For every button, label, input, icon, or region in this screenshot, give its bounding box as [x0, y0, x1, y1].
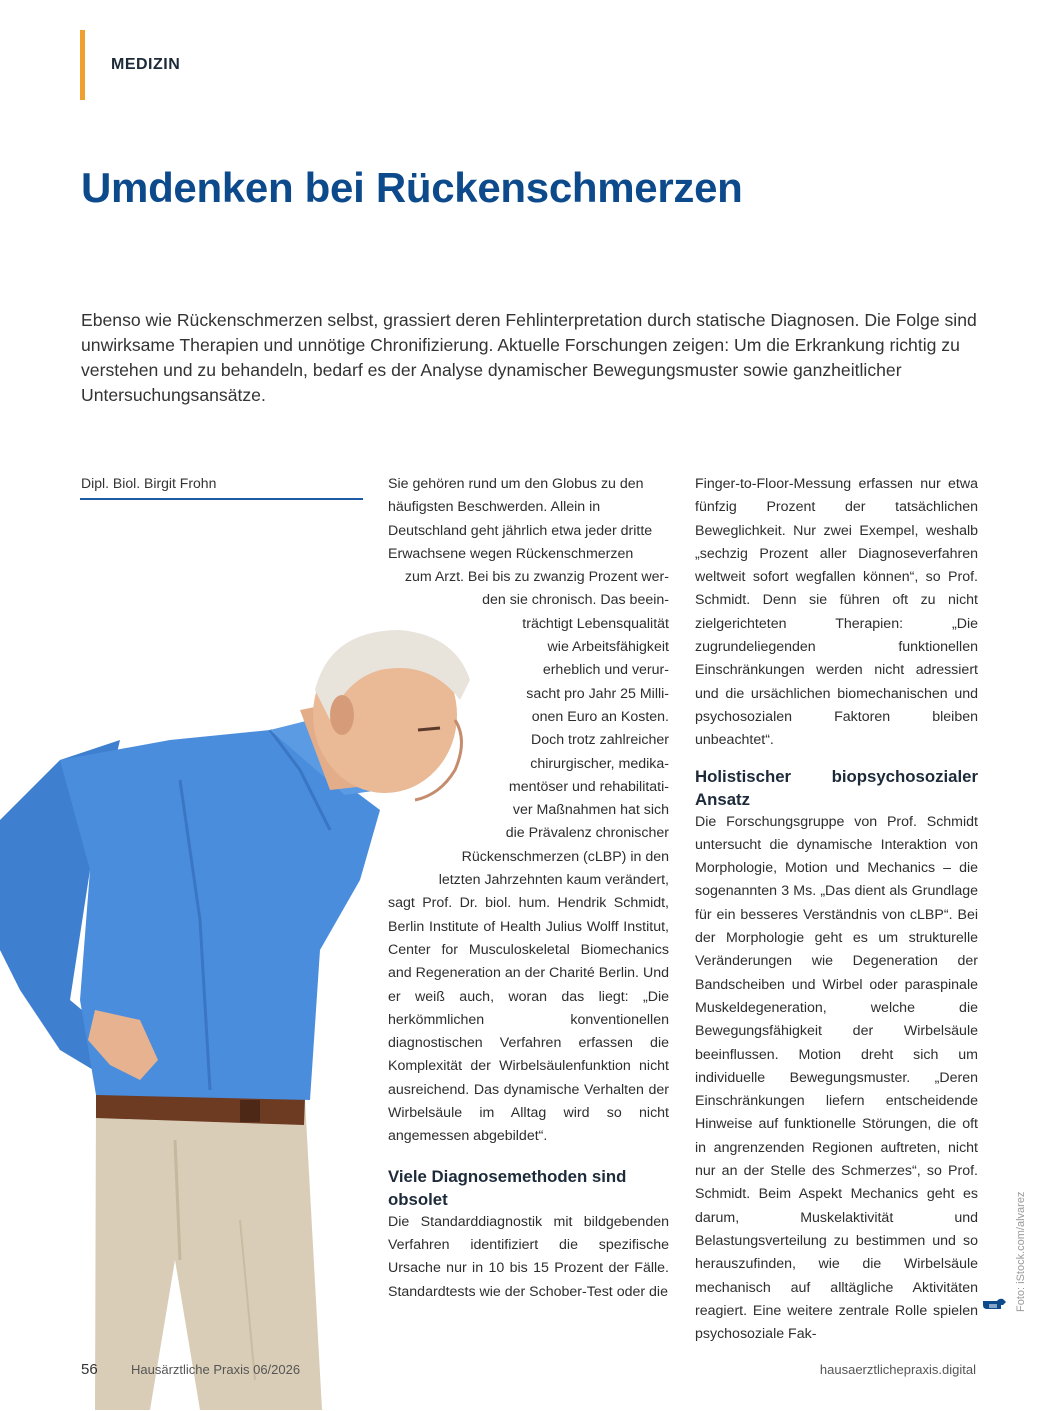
- col2-line: Rückenschmerzen (cLBP) in den: [461, 848, 669, 865]
- col2-line: chirurgischer, medika-: [530, 755, 669, 772]
- subheading-diagnosemethoden: Viele Diagnosemethoden sind obsolet: [388, 1166, 627, 1209]
- col2-line: die Prävalenz chronischer: [505, 825, 669, 842]
- section-label: MEDIZIN: [111, 56, 181, 73]
- page-number: 56: [81, 1361, 98, 1378]
- subheading-holistischer-ansatz: Holistischer biopsychosozialer Ansatz: [695, 766, 978, 809]
- article-column-2: [388, 473, 669, 1304]
- col2-line: Erwachsene wegen Rückenschmerzen: [388, 545, 634, 562]
- col2-line: häufigsten Beschwerden. Allein in: [388, 499, 601, 516]
- col2-line: letzten Jahrzehnten kaum verändert,: [438, 872, 669, 889]
- col2-line: ver Maßnahmen hat sich: [512, 802, 669, 819]
- col2-line: Deutschland geht jährlich etwa jeder dritte: [388, 522, 653, 539]
- col3-paragraph: Finger-to-Floor-Messung erfassen nur etwa fünfzig Prozent der tatsächlichen Beweglichkeit. Nur zwei Exempel, weshalb „sechzig Prozent aller Diagnoseverfahren weltweit sofort wegfallen können“, so Prof. Schmidt. Denn sie führen oft zu nicht zielgerichteten Therapien: „Die zugrundeliegenden funktionellen Einschränkungen werden nicht adressiert und die ursächlichen biomechanischen und psychosozialen Faktoren bleiben unbeachtet“.: [695, 476, 978, 749]
- photo-credit: Foto: iStock.com/alvarez: [1015, 1191, 1027, 1312]
- col2-paragraph: sagt Prof. Dr. biol. hum. Hendrik Schmidt, Berlin Institute of Health Julius Wolff Institut, Center for Musculoskeletal Biomechanics and Regeneration an der Charité Berlin. Und er weiß auch, woran das liegt: „Die herkömmlichen konventionellen diagnostischen Verfahren erfassen die Komplexität der Wirbelsäulenfunktion nicht ausreichend. Das dynamische Verhalten der Wirbelsäule im Alltag wird so nicht angemessen abgebildet“.: [388, 895, 669, 1145]
- col2-line: wie Arbeitsfähigkeit: [547, 639, 669, 656]
- col2-paragraph-2: Die Standarddiagnostik mit bildgebenden Verfahren identifiziert die spezifische Ursache nur in 10 bis 15 Prozent der Fälle. Standardtests wie der Schober-Test oder die: [388, 1213, 669, 1300]
- article-title: Umdenken bei Rückenschmerzen: [81, 164, 743, 211]
- author-divider: [80, 498, 363, 500]
- col2-line: onen Euro an Kosten.: [531, 708, 669, 725]
- col3-paragraph-2: Die Forschungsgruppe von Prof. Schmidt untersucht die dynamische Interaktion von Morphologie, Motion und Mechanics – die sogenannten 3 Ms. „Das dient als Grundlage für ein besseres Verständnis von cLBP“. Bei der Morphologie geht es um strukturelle Veränderungen wie Degeneration der Bandscheiben und Wirbel oder paraspinale Muskeldegeneration, welche die Bewegungsfähigkeit der Wirbelsäule beeinflussen. Motion dreht sich um individuelle Bewegungsmuster. „Deren Einschränkungen liefern entscheidende Hinweise auf funktionelle Störungen, die oft in angrenzenden Regionen auftreten, nicht nur an der Stelle des Schmerzes“, so Prof. Schmidt. Beim Aspekt Mechanics geht es darum, Muskelaktivität und Belastungsverteilung zu bestimmen und so herauszufinden, wie die Wirbelsäule mechanisch auf alltägliche Aktivitäten reagiert. Eine weitere zentrale Rolle spielen psychosoziale Fak-: [695, 813, 978, 1343]
- col2-line: zum Arzt. Bei bis zu zwanzig Prozent wer-: [404, 569, 669, 586]
- col2-line: sacht pro Jahr 25 Milli-: [526, 685, 669, 702]
- author-byline: Dipl. Biol. Birgit Frohn: [81, 475, 217, 491]
- article-column-3: [695, 473, 978, 1346]
- col2-line: Sie gehören rund um den Globus zu den: [388, 476, 644, 492]
- col2-line: Doch trotz zahlreicher: [531, 732, 669, 749]
- journal-website: hausaerztlichepraxis.digital: [819, 1362, 976, 1377]
- col2-line: erheblich und verur-: [542, 662, 669, 679]
- section-accent-bar: [80, 30, 85, 100]
- col2-line: mentöser und rehabilitati-: [508, 778, 669, 795]
- col2-line: trächtigt Lebensqualität: [522, 615, 669, 632]
- article-lead: Ebenso wie Rückenschmerzen selbst, grassiert deren Fehlinterpretation durch statische Diagnosen. Die Folge sind unwirksame Therapien und unnötige Chronifizierung. Aktuelle Forschungen zeigen: Um die Erkrankung richtig zu verstehen und zu behandeln, bedarf es der Analyse dynamischer Bewegungsmuster sowie ganzheitlicher Untersuchungsansätze.: [81, 310, 977, 405]
- col2-line: den sie chronisch. Das beein-: [482, 592, 669, 609]
- pointing-hand-icon: [981, 1296, 1007, 1312]
- journal-name: Hausärztliche Praxis 06/2026: [131, 1362, 301, 1377]
